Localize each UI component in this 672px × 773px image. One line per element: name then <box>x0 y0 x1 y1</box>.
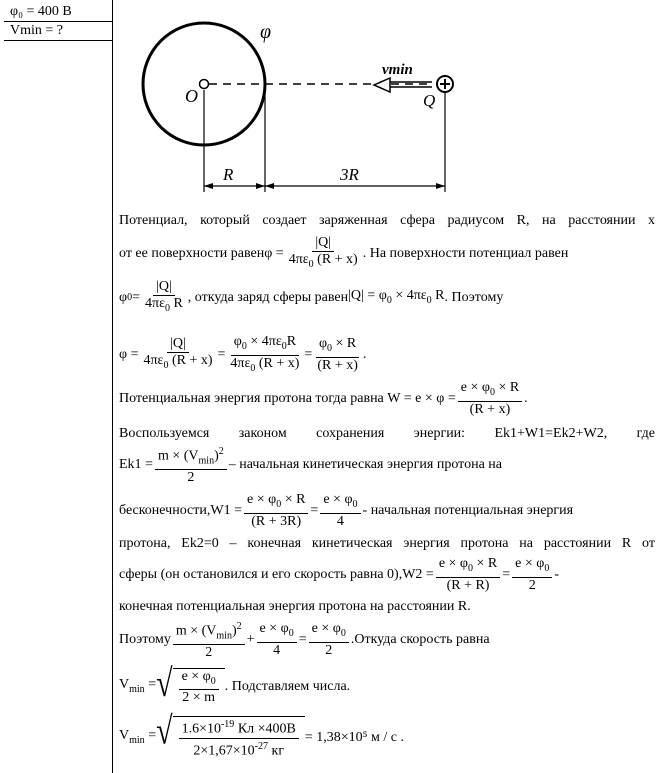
text-line-3: φ 0 = $\frac{|Q|}{4\pi\varepsilon_0 R}$ , откуда заряд сферы равен $|Q| = \varphi_0 \times 4\pi\varepsilon_0$ R . Поэтому <box>119 279 504 314</box>
given-find: Vmin = ? <box>10 23 63 38</box>
given-divider <box>4 21 112 22</box>
text-line-11: конечная потенциальная энергия протона на расстоянии R. <box>119 599 471 614</box>
text-line-6: Воспользуемся законом сохранения энергии: Ek1+W1=Ek2+W2, где <box>119 426 655 441</box>
label-R: R <box>223 165 234 184</box>
text-line-4: φ = $\frac{|Q|}{4\pi\varepsilon_0 (R + x)}$ = $\frac{\varphi_0 \times 4\pi\varepsilon_0R}{4\pi\varepsilon_0 (R + x)}$ = $\frac{\varphi_0 \times R}{(R + x)}$ . <box>119 333 367 374</box>
text-line-1: Потенциал, который создает заряженная сфера радиусом R, на расстоянии х <box>119 213 655 228</box>
text-line-9: протона, Ek2=0 – конечная кинетическая энергия протона на расстоянии R от <box>119 536 655 551</box>
answer: = 1,38×10⁵ м / с . <box>304 730 405 745</box>
sphere-center-dot <box>200 80 209 89</box>
text-line-8: бесконечности, W1 = $\frac{e \times \varphi_0 \times R}{(R + 3R)}$ = $\frac{e \times \varphi_0}{4}$ - начальная потенциальная энергия <box>119 492 574 529</box>
text-line-7: Ek1 = $\frac{m \times (V_{min})^2}{2}$ – начальная кинетическая энергия протона на <box>119 445 503 486</box>
text-line-2: от ее поверхности равен φ = $\frac{|Q|}{4\pi\varepsilon_0 (R + x)}$ . На поверхности потенциал равен <box>119 235 569 270</box>
text-line-10: сферы (он остановился и его скорость равна 0), W2 = $\frac{e \times \varphi_0 \times R}{(R + R)}$ = $\frac{e \times \varphi_0}{2}$ - <box>119 556 560 593</box>
label-phi: φ <box>260 21 272 43</box>
text-line-12: Поэтому $\frac{m \times (V_{min})^2}{2}$ + $\frac{e \times \varphi_0}{4}$ = $\frac{e \times \varphi_0}{2}$ . Откуда скорость равна <box>119 620 490 661</box>
text-line-13: $V_{min}$ = √ $\frac{e \times \varphi_0}{2 \times m}$ . Подставляем числа. <box>119 661 351 706</box>
label-O: O <box>185 86 198 106</box>
label-Q: Q <box>423 91 436 110</box>
given-phi0: φ₀ = 400 В <box>10 4 72 19</box>
given-vertical-line <box>112 0 113 773</box>
text-line-5: Потенциальная энергия протона тогда равна W = e × φ = $\frac{e \times \varphi_0 \times R}{(R + x)}$ . <box>119 380 528 417</box>
text-line-14: $V_{min}$ = √ $\frac{1.6\times 10^{-19} Кл \times 400В}{2\times 1,67\times 10^{-27} кг}$ = 1,38×10⁵ м / с . <box>119 709 405 759</box>
label-vmin: vmin <box>382 62 413 78</box>
given-bottom-line <box>4 40 112 41</box>
velocity-arrow-head <box>374 78 390 92</box>
label-3R: 3R <box>340 165 359 184</box>
sphere-diagram <box>120 0 470 200</box>
